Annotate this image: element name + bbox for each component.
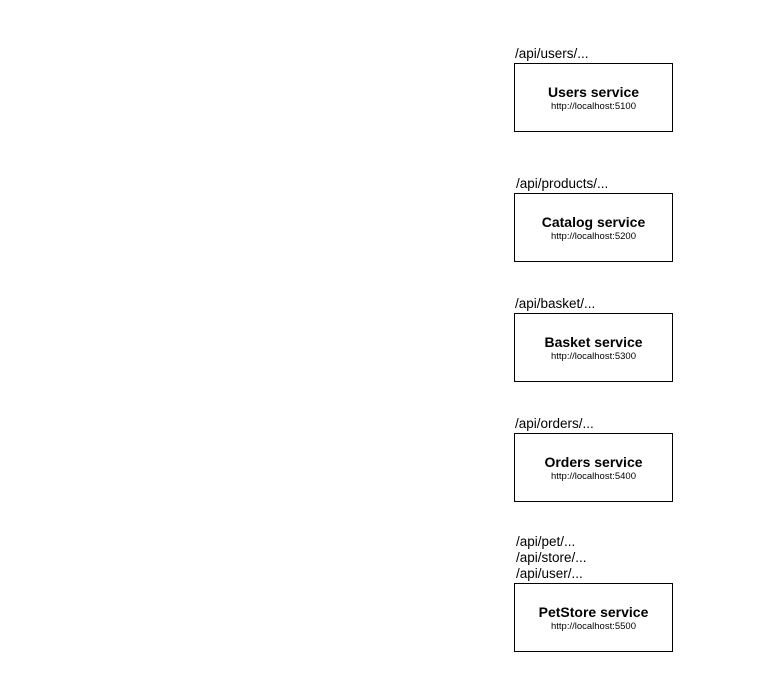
users-routes (515, 46, 589, 62)
route-label: /api/basket/... (515, 296, 596, 311)
service-url: http://localhost:5200 (550, 231, 637, 242)
service-url: http://localhost:5300 (550, 351, 637, 362)
basket-routes (515, 296, 595, 312)
service-name: Orders service (544, 454, 643, 470)
orders-service-box[interactable] (514, 433, 673, 502)
route-label: /api/orders/... (515, 416, 594, 431)
route-label: /api/products/... (516, 176, 609, 191)
route-label: /api/pet/... (516, 534, 576, 549)
service-name: Catalog service (541, 214, 646, 230)
service-name: PetStore service (538, 604, 649, 620)
service-name: Users service (547, 84, 640, 100)
route-label: /api/user/... (516, 566, 583, 581)
route-label: /api/users/... (515, 46, 589, 61)
service-url: http://localhost:5500 (550, 621, 637, 632)
petstore-routes (516, 534, 587, 582)
catalog-routes (516, 176, 608, 192)
route-label: /api/store/... (516, 550, 587, 565)
service-url: http://localhost:5100 (550, 101, 637, 112)
orders-routes (515, 416, 594, 432)
petstore-service-box[interactable] (514, 583, 673, 652)
catalog-service-box[interactable] (514, 193, 673, 262)
service-url: http://localhost:5400 (550, 471, 637, 482)
service-name: Basket service (544, 334, 643, 350)
users-service-box[interactable] (514, 63, 673, 132)
basket-service-box[interactable] (514, 313, 673, 382)
